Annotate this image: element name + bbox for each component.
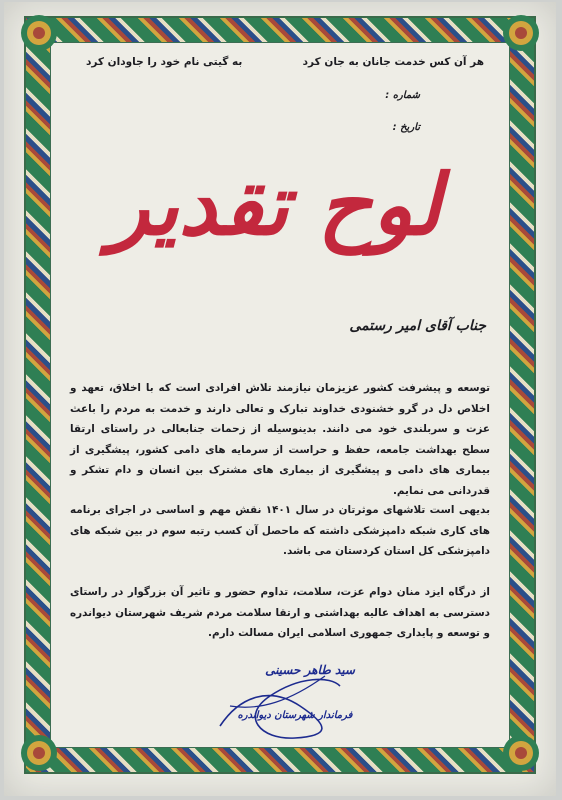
corner-ornament-icon <box>16 10 62 56</box>
corner-ornament-icon <box>498 730 544 776</box>
body-paragraph-2: بدیهی است تلاشهای موثرتان در سال ۱۴۰۱ نقش مهم و اساسی در اجرای برنامه های کاری شبکه دامپزشکی داشته که ماحصل آن کسب رتبه سوم در بین شبکه های دامپزشکی کل استان کردستان می باشد. <box>70 504 490 558</box>
certificate-title <box>108 126 442 276</box>
signatory-role: فرماندار شهرستان دیواندره <box>237 710 353 721</box>
recipient-name: جناب آقای امیر رستمی <box>349 318 486 334</box>
verse-left: به گیتی نام خود را جاودان کرد <box>86 56 243 68</box>
signature-scribble <box>220 679 340 738</box>
signatory-name: سید طاهر حسینی <box>265 663 355 677</box>
certificate-content <box>60 50 500 750</box>
certificate-sheet <box>4 2 556 796</box>
signature <box>200 656 355 746</box>
number-label: شماره : <box>385 90 420 101</box>
body-paragraph-3: از درگاه ایزد منان دوام عزت، سلامت، تداوم حضور و تاثیر آن بزرگوار در راستای دسترسی به اهداف عالیه بهداشتی و ارتقا سلامت مردم شریف شهرستان دیواندره و توسعه و پایداری جمهوری اسلامی ایران مسالت دارم. <box>70 586 490 640</box>
verse-right: هر آن کس خدمت جانان به جان کرد <box>302 56 484 68</box>
title-text: لوح تقدیر <box>108 155 442 254</box>
corner-ornament-icon <box>16 730 62 776</box>
corner-ornament-icon <box>498 10 544 56</box>
date-label: تاریخ : <box>392 122 420 133</box>
body-paragraph-1: توسعه و پیشرفت کشور عزیزمان نیازمند تلاش افرادی است که با اخلاق، تعهد و اخلاص دل در گرو خشنودی خداوند تبارک و تعالی دارند و خدمت به مردم را باعث عزت و سربلندی خود می دانند. بدینوسیله از زحمات جنابعالی در راستای ارتقا سطح بهداشت جامعه، حفظ و حراست از سرمایه های دامی کشور، پیشگیری از بیماری های دامی و پیشگیری از بیماری های مشترک بین انسان و دام تشکر و قدردانی می نمایم. <box>70 382 490 497</box>
